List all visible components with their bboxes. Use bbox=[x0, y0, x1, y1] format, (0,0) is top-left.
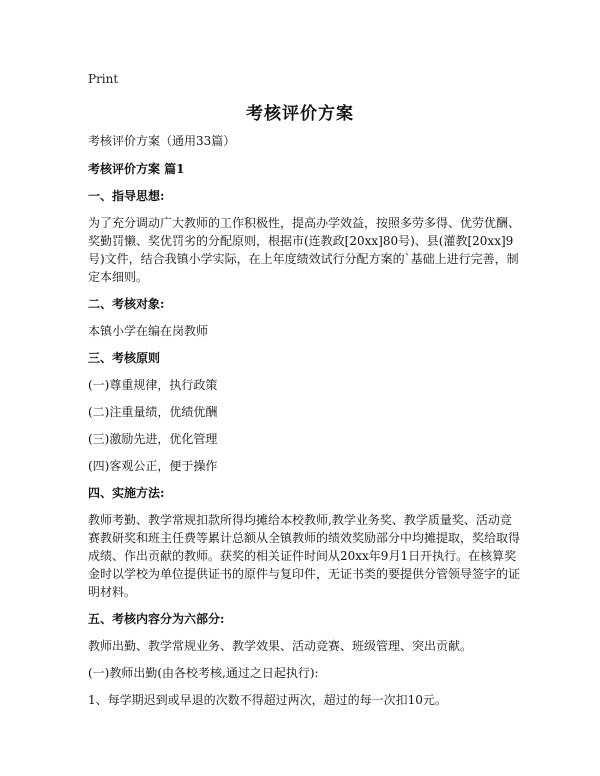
heading-implementation: 四、实施方法: bbox=[88, 486, 165, 500]
paragraph-content-parts: 教师出勤、教学常规业务、教学效果、活动竞赛、班级管理、突出贡献。 bbox=[88, 639, 473, 653]
document-subtitle: 考核评价方案（通用33篇） bbox=[88, 134, 236, 148]
print-link[interactable]: Print bbox=[88, 72, 119, 86]
heading-guiding-ideology: 一、指导思想: bbox=[88, 189, 165, 203]
paragraph-attendance-rule: 1、每学期迟到或早退的次数不得超过两次，超过的每一次扣10元。 bbox=[88, 693, 447, 707]
paragraph-guiding-ideology: 为了充分调动广大教师的工作积极性，提高办学效益，按照多劳多得、优劳优酬、奖勤罚懒、奖优罚劣的分配原则，根据市(连教政[20xx]80号)、县(灌教[20xx]9号)文件，结合我镇小学实际，在上年度绩效试行分配方案的`基础上进行完善，制定本细则。 bbox=[88, 216, 521, 284]
paragraph-implementation: 教师考勤、教学常规扣款所得均摊给本校教师,教学业务奖、教学质量奖、活动竞赛教研奖和班主任费等累计总额从全镇教师的绩效奖励部分中均摊提取，奖给取得成绩、作出贡献的教师。获奖的相关证件时间从20xx年9月1日开执行。在核算奖金时以学校为单位提供证书的原件与复印件，无证书类的要提供分管领导签字的证明材料。 bbox=[88, 513, 521, 599]
principle-item: (三)激励先进，优化管理 bbox=[88, 432, 218, 446]
document-body bbox=[88, 132, 520, 718]
section-title: 考核评价方案 篇1 bbox=[88, 162, 185, 176]
heading-assessment-target: 二、考核对象: bbox=[88, 297, 165, 311]
principle-item: (四)客观公正，便于操作 bbox=[88, 459, 218, 473]
page-title: 考核评价方案 bbox=[246, 104, 354, 124]
heading-principles: 三、考核原则 bbox=[88, 351, 161, 365]
paragraph-attendance: (一)教师出勤(由各校考核,通过之日起执行): bbox=[88, 666, 319, 680]
principle-item: (二)注重量绩，优绩优酬 bbox=[88, 405, 218, 419]
heading-content-parts: 五、考核内容分为六部分: bbox=[88, 612, 225, 626]
principle-item: (一)尊重规律，执行政策 bbox=[88, 378, 218, 392]
paragraph-assessment-target: 本镇小学在编在岗教师 bbox=[88, 324, 209, 338]
